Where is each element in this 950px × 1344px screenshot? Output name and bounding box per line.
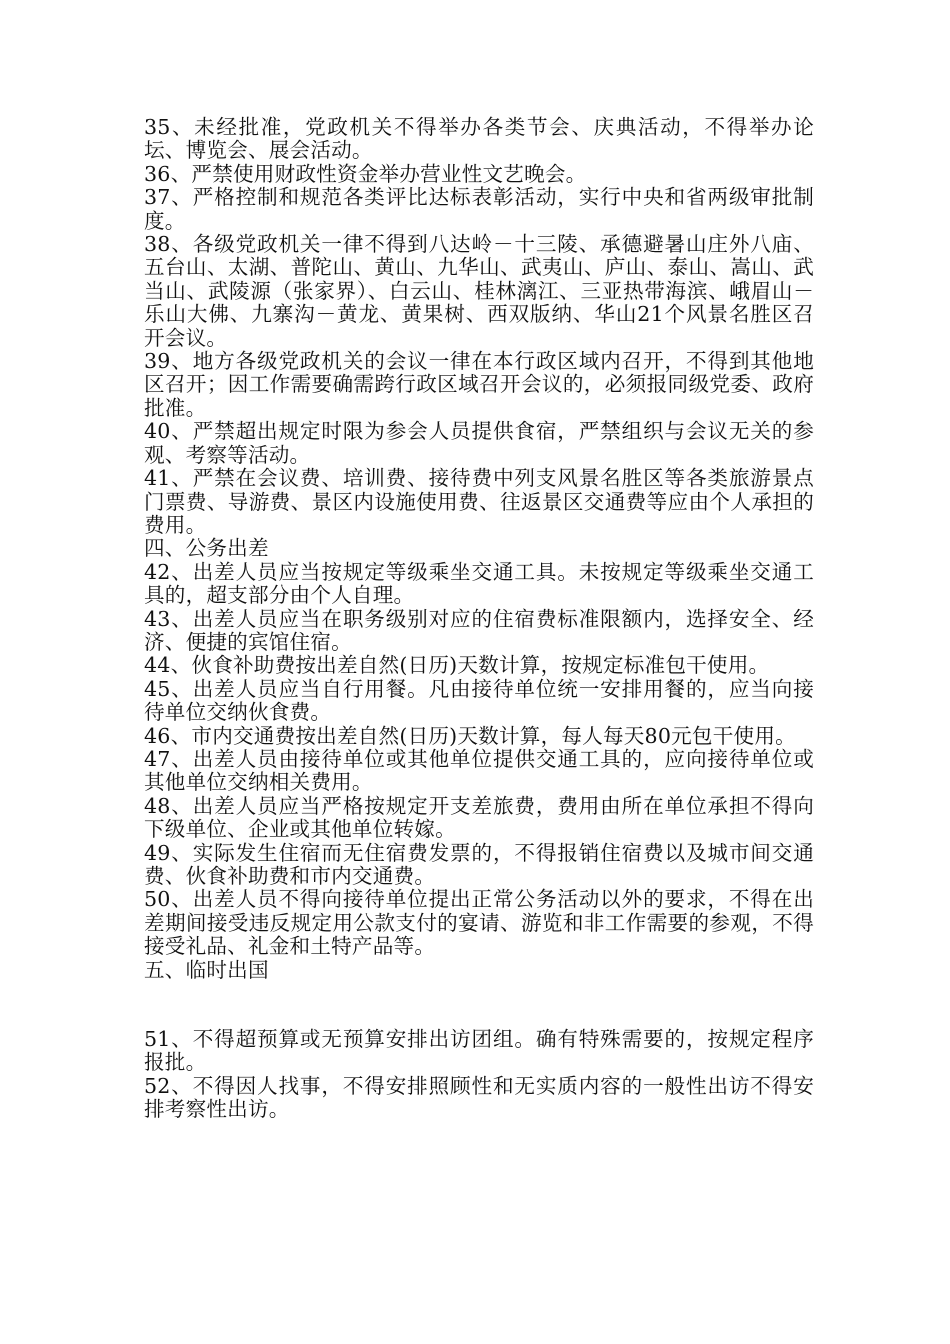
paragraph-46: 46、市内交通费按出差自然(日历)天数计算，每人每天80元包干使用。 [144,723,796,748]
section-heading-business-travel: 四、公务出差 [144,536,269,561]
paragraph-52: 52、不得因人找事，不得安排照顾性和无实质内容的一般性出访不得安排考察性出访。 [144,1073,814,1122]
paragraph-40: 40、严禁超出规定时限为参会人员提供食宿，严禁组织与会议无关的参观、考察等活动。 [144,419,814,467]
document-body [144,116,814,1122]
paragraph-39: 39、地方各级党政机关的会议一律在本行政区域内召开，不得到其他地区召开；因工作需要确需跨行政区域召开会议的，必须报同级党委、政府批准。 [144,349,814,420]
paragraph-42: 42、出差人员应当按规定等级乘坐交通工具。未按规定等级乘坐交通工具的，超支部分由个人自理。 [144,559,814,608]
paragraph-38: 38、各级党政机关一律不得到八达岭－十三陵、承德避暑山庄外八庙、五台山、太湖、普陀山、黄山、九华山、武夷山、庐山、泰山、嵩山、武当山、武陵源（张家界）、白云山、桂林漓江、三亚热带海滨、峨眉山－乐山大佛、九寨沟－黄龙、黄果树、西双版纳、华山21个风景名胜区召开会议。 [144,232,814,350]
paragraph-37: 37、严格控制和规范各类评比达标表彰活动，实行中央和省两级审批制度。 [144,185,814,233]
paragraph-36: 36、严禁使用财政性资金举办营业性文艺晚会。 [144,161,587,186]
paragraph-35: 35、未经批准，党政机关不得举办各类节会、庆典活动，不得举办论坛、博览会、展会活动。 [144,115,814,163]
paragraph-41: 41、严禁在会议费、培训费、接待费中列支风景名胜区等各类旅游景点门票费、导游费、景区内设施使用费、往返景区交通费等应由个人承担的费用。 [144,466,814,537]
section-heading-temporary-abroad: 五、临时出国 [144,957,269,982]
blank-line [144,982,814,1028]
paragraph-50: 50、出差人员不得向接待单位提出正常公务活动以外的要求，不得在出差期间接受违反规定用公款支付的宴请、游览和非工作需要的参观，不得接受礼品、礼金和土特产品等。 [144,887,814,959]
paragraph-47: 47、出差人员由接待单位或其他单位提供交通工具的，应向接待单位或其他单位交纳相关费用。 [144,746,814,795]
paragraph-51: 51、不得超预算或无预算安排出访团组。确有特殊需要的，按规定程序报批。 [144,1027,814,1075]
paragraph-48: 48、出差人员应当严格按规定开支差旅费，费用由所在单位承担不得向下级单位、企业或其他单位转嫁。 [144,793,814,842]
paragraph-44: 44、伙食补助费按出差自然(日历)天数计算，按规定标准包干使用。 [144,653,770,678]
paragraph-43: 43、出差人员应当在职务级别对应的住宿费标准限额内，选择安全、经济、便捷的宾馆住宿。 [144,606,814,654]
paragraph-49: 49、实际发生住宿而无住宿费发票的，不得报销住宿费以及城市间交通费、伙食补助费和市内交通费。 [144,840,814,888]
paragraph-45: 45、出差人员应当自行用餐。凡由接待单位统一安排用餐的，应当向接待单位交纳伙食费。 [144,676,814,725]
